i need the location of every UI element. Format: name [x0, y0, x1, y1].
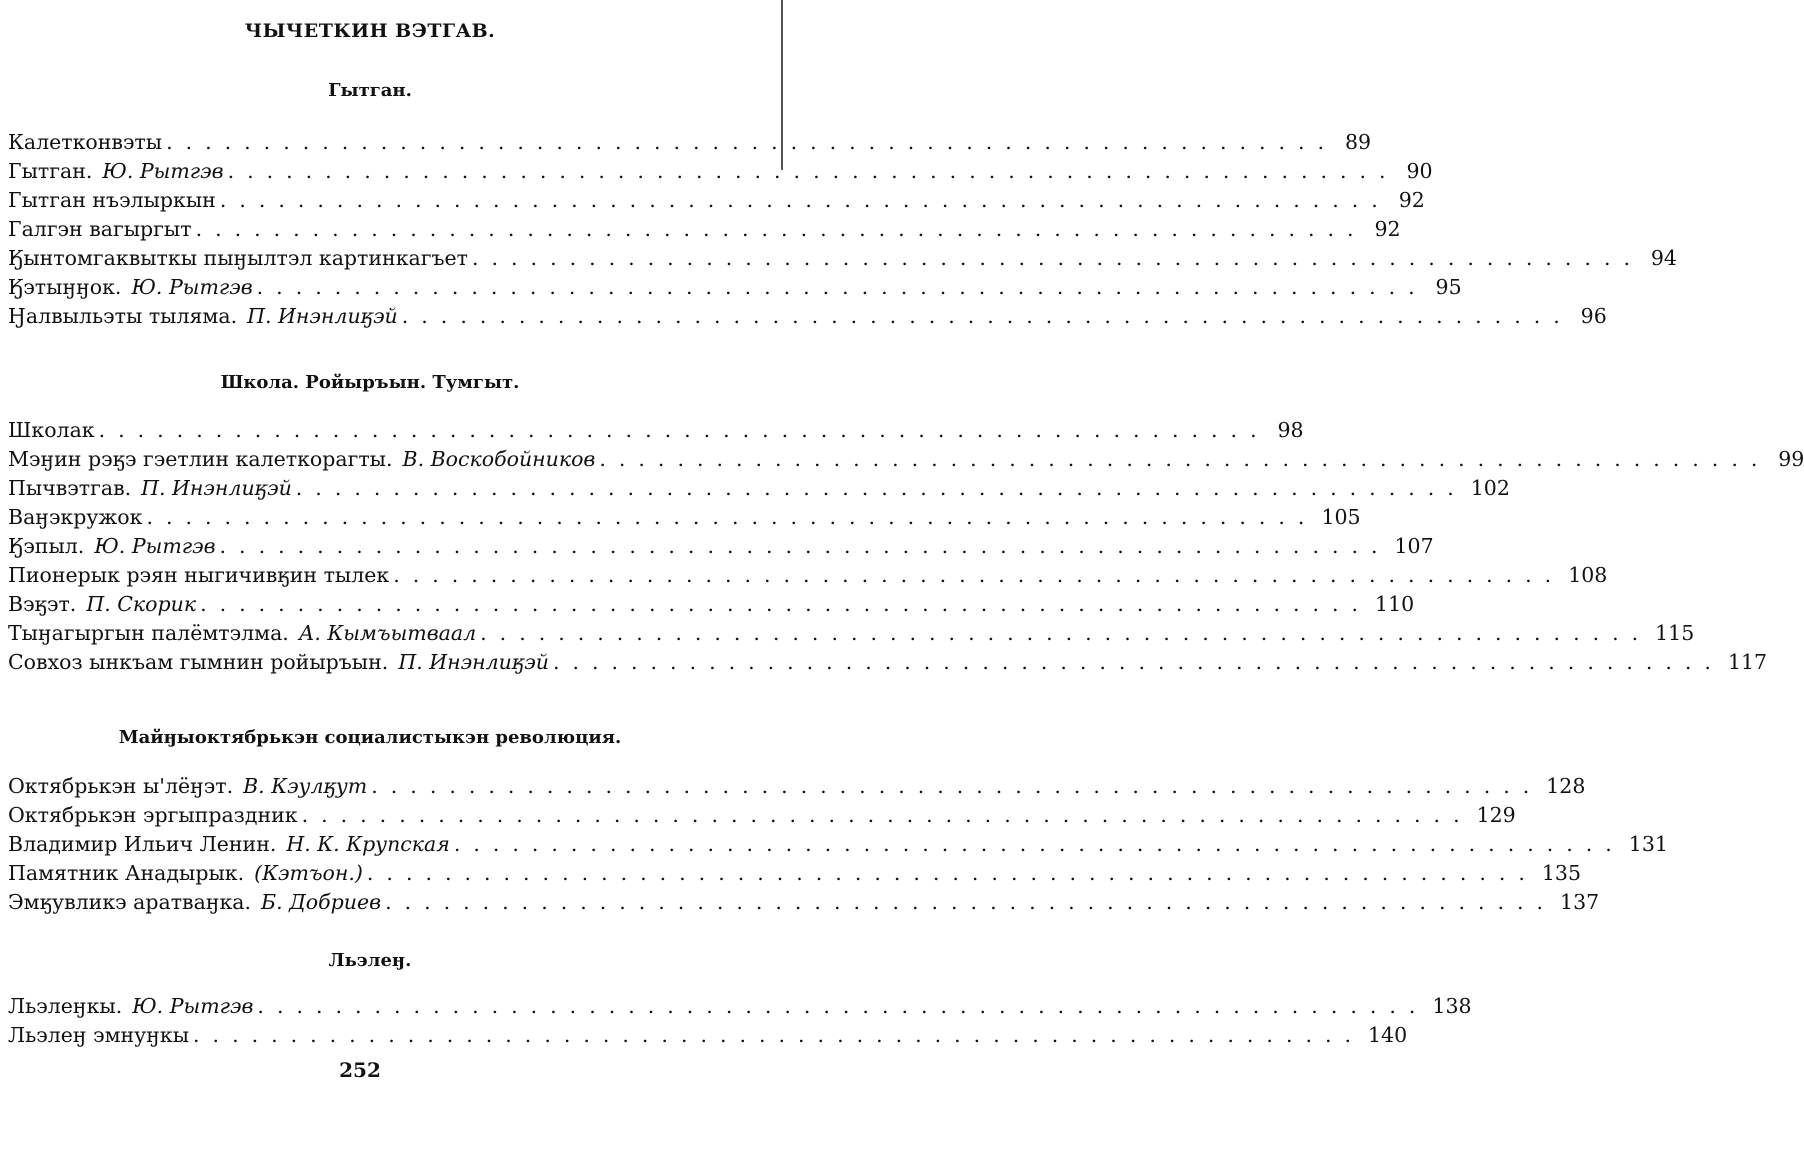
dot-leader: ............................................................ — [393, 563, 1565, 587]
dot-leader: ............................................................ — [166, 130, 1338, 154]
section-heading: Льэлеӈ. — [328, 950, 412, 971]
entry-page: 92 — [1398, 188, 1425, 212]
entry-page: 105 — [1321, 505, 1361, 529]
page-title: ЧЫЧЕТКИН ВЭТГАВ. — [244, 20, 496, 42]
dot-leader: ............................................................ — [200, 592, 1372, 616]
entry-author: П. Инэнлиӄэй — [247, 304, 398, 328]
page-number: 252 — [339, 1058, 381, 1082]
toc-entry — [8, 188, 1425, 217]
entry-title: Галгэн вагыргыт — [8, 217, 192, 241]
entry-title: Ӈалвыльэты тыляма. — [8, 304, 238, 328]
dot-leader: ............................................................ — [480, 621, 1652, 645]
toc-entry — [8, 505, 1361, 534]
entry-author: В. Кэулӄут — [243, 774, 368, 798]
entry-title: Совхоз ынкъам гымнин ройыръын. — [8, 650, 389, 674]
entry-title: Гытган. — [8, 159, 93, 183]
entry-page: 102 — [1470, 476, 1510, 500]
section-heading: Майӈыоктябрькэн социалистыкэн революция. — [118, 727, 622, 748]
entry-title: Октябрькэн эргыпраздник — [8, 803, 298, 827]
entry-page: 95 — [1435, 275, 1462, 299]
dot-leader: ............................................................ — [219, 188, 1391, 212]
toc-entry — [8, 890, 1600, 919]
entry-author: П. Инэнлиӄэй — [398, 650, 549, 674]
dot-leader: ............................................................ — [256, 275, 1428, 299]
section-heading: Гытган. — [328, 80, 412, 101]
dot-leader: ............................................................ — [599, 447, 1771, 471]
entry-title: Пычвэтгав. — [8, 476, 132, 500]
toc-entry — [8, 130, 1372, 159]
entry-list — [8, 774, 1668, 919]
dot-leader: ............................................................ — [227, 159, 1399, 183]
toc-entry — [8, 246, 1677, 275]
entry-title: Калетконвэты — [8, 130, 163, 154]
entry-title: Вэӄэт. — [8, 592, 77, 616]
toc-entry — [8, 563, 1608, 592]
toc-entry — [8, 832, 1668, 861]
toc-entry — [8, 803, 1516, 832]
section-heading: Школа. Ройыръын. Тумгыт. — [220, 372, 520, 393]
dot-leader: ............................................................ — [193, 1023, 1365, 1047]
toc-entry — [8, 774, 1586, 803]
entry-page: 115 — [1655, 621, 1695, 645]
toc-entry — [8, 1023, 1408, 1052]
dot-leader: ............................................................ — [301, 803, 1473, 827]
entry-page: 99 — [1778, 447, 1804, 471]
toc-entry — [8, 217, 1401, 246]
entry-page: 129 — [1476, 803, 1516, 827]
entry-author: Б. Добриев — [261, 890, 382, 914]
entry-page: 90 — [1406, 159, 1433, 183]
entry-author: Ю. Рытгэв — [131, 275, 253, 299]
entry-author: (Кэтъон.) — [254, 861, 363, 885]
toc-entry — [8, 304, 1607, 333]
entry-title: Ваӈэкружок — [8, 505, 143, 529]
entry-page: 94 — [1650, 246, 1677, 270]
entry-page: 107 — [1394, 534, 1434, 558]
entry-title: Мэӈин рэӄэ гэетлин калеткорагты. — [8, 447, 393, 471]
dot-leader: ............................................................ — [385, 890, 1557, 914]
entry-title: Эмӄувликэ аратваӈка. — [8, 890, 252, 914]
entry-page: 135 — [1541, 861, 1582, 885]
dot-leader: ............................................................ — [472, 246, 1643, 270]
dot-leader: ............................................................ — [98, 418, 1270, 442]
entry-title: Октябрькэн ы'лёӈэт. — [8, 774, 234, 798]
entry-author: Ю. Рытгэв — [102, 159, 224, 183]
entry-page: 110 — [1375, 592, 1415, 616]
dot-leader: ............................................................ — [401, 304, 1573, 328]
dot-leader: ............................................................ — [552, 650, 1724, 674]
toc-entry — [8, 621, 1695, 650]
entry-title: Гытган нъэлыркын — [8, 188, 216, 212]
entry-title: Ӄэпыл. — [8, 534, 85, 558]
toc-entry — [8, 994, 1472, 1023]
entry-list — [8, 994, 1472, 1052]
entry-page: 140 — [1368, 1023, 1408, 1047]
toc-entry — [8, 861, 1582, 890]
entry-title: Льэлеӈ эмнуӈкы — [8, 1023, 190, 1047]
entry-author: В. Воскобойников — [402, 447, 596, 471]
entry-title: Памятник Анадырык. — [8, 861, 245, 885]
toc-entry — [8, 650, 1768, 679]
toc-entry — [8, 476, 1510, 505]
entry-author: А. Кымъытваал — [298, 621, 477, 645]
entry-page: 89 — [1344, 130, 1372, 154]
dot-leader: ............................................................ — [295, 476, 1467, 500]
entry-list — [8, 130, 1677, 333]
dot-leader: ............................................................ — [146, 505, 1318, 529]
entry-page: 98 — [1277, 418, 1304, 442]
dot-leader: ............................................................ — [366, 861, 1538, 885]
toc-entry — [8, 534, 1434, 563]
dot-leader: ............................................................ — [219, 534, 1391, 558]
toc-entry — [8, 592, 1415, 621]
dot-leader: ............................................................ — [371, 774, 1543, 798]
dot-leader: ............................................................ — [453, 832, 1625, 856]
entry-page: 92 — [1374, 217, 1401, 241]
entry-page: 138 — [1432, 994, 1472, 1018]
entry-title: Ӄэтыӈӈок. — [8, 275, 122, 299]
toc-entry — [8, 447, 1804, 476]
entry-author: Н. К. Крупская — [286, 832, 450, 856]
entry-author: П. Инэнлиӄэй — [141, 476, 292, 500]
entry-page: 137 — [1560, 890, 1600, 914]
toc-entry — [8, 418, 1304, 447]
entry-author: Ю. Рытгэв — [94, 534, 216, 558]
entry-title: Ӄынтомгаквыткы пыӈылтэл картинкагъет — [8, 246, 468, 270]
dot-leader: ............................................................ — [257, 994, 1429, 1018]
entry-page: 108 — [1568, 563, 1608, 587]
entry-title: Тыӈагыргын палёмтэлма. — [8, 621, 289, 645]
entry-page: 96 — [1580, 304, 1607, 328]
entry-title: Школак — [8, 418, 95, 442]
entry-page: 128 — [1546, 774, 1586, 798]
entry-page: 131 — [1628, 832, 1668, 856]
toc-entry — [8, 275, 1462, 304]
entry-title: Пионерык рэян ныгичивӄин тылек — [8, 563, 390, 587]
entry-author: П. Скорик — [86, 592, 197, 616]
dot-leader: ............................................................ — [195, 217, 1367, 241]
entry-list — [8, 418, 1804, 679]
toc-entry — [8, 159, 1433, 188]
entry-title: Льэлеӈкы. — [8, 994, 123, 1018]
entry-page: 117 — [1727, 650, 1768, 674]
entry-title: Владимир Ильич Ленин. — [8, 832, 277, 856]
entry-author: Ю. Рытгэв — [132, 994, 254, 1018]
